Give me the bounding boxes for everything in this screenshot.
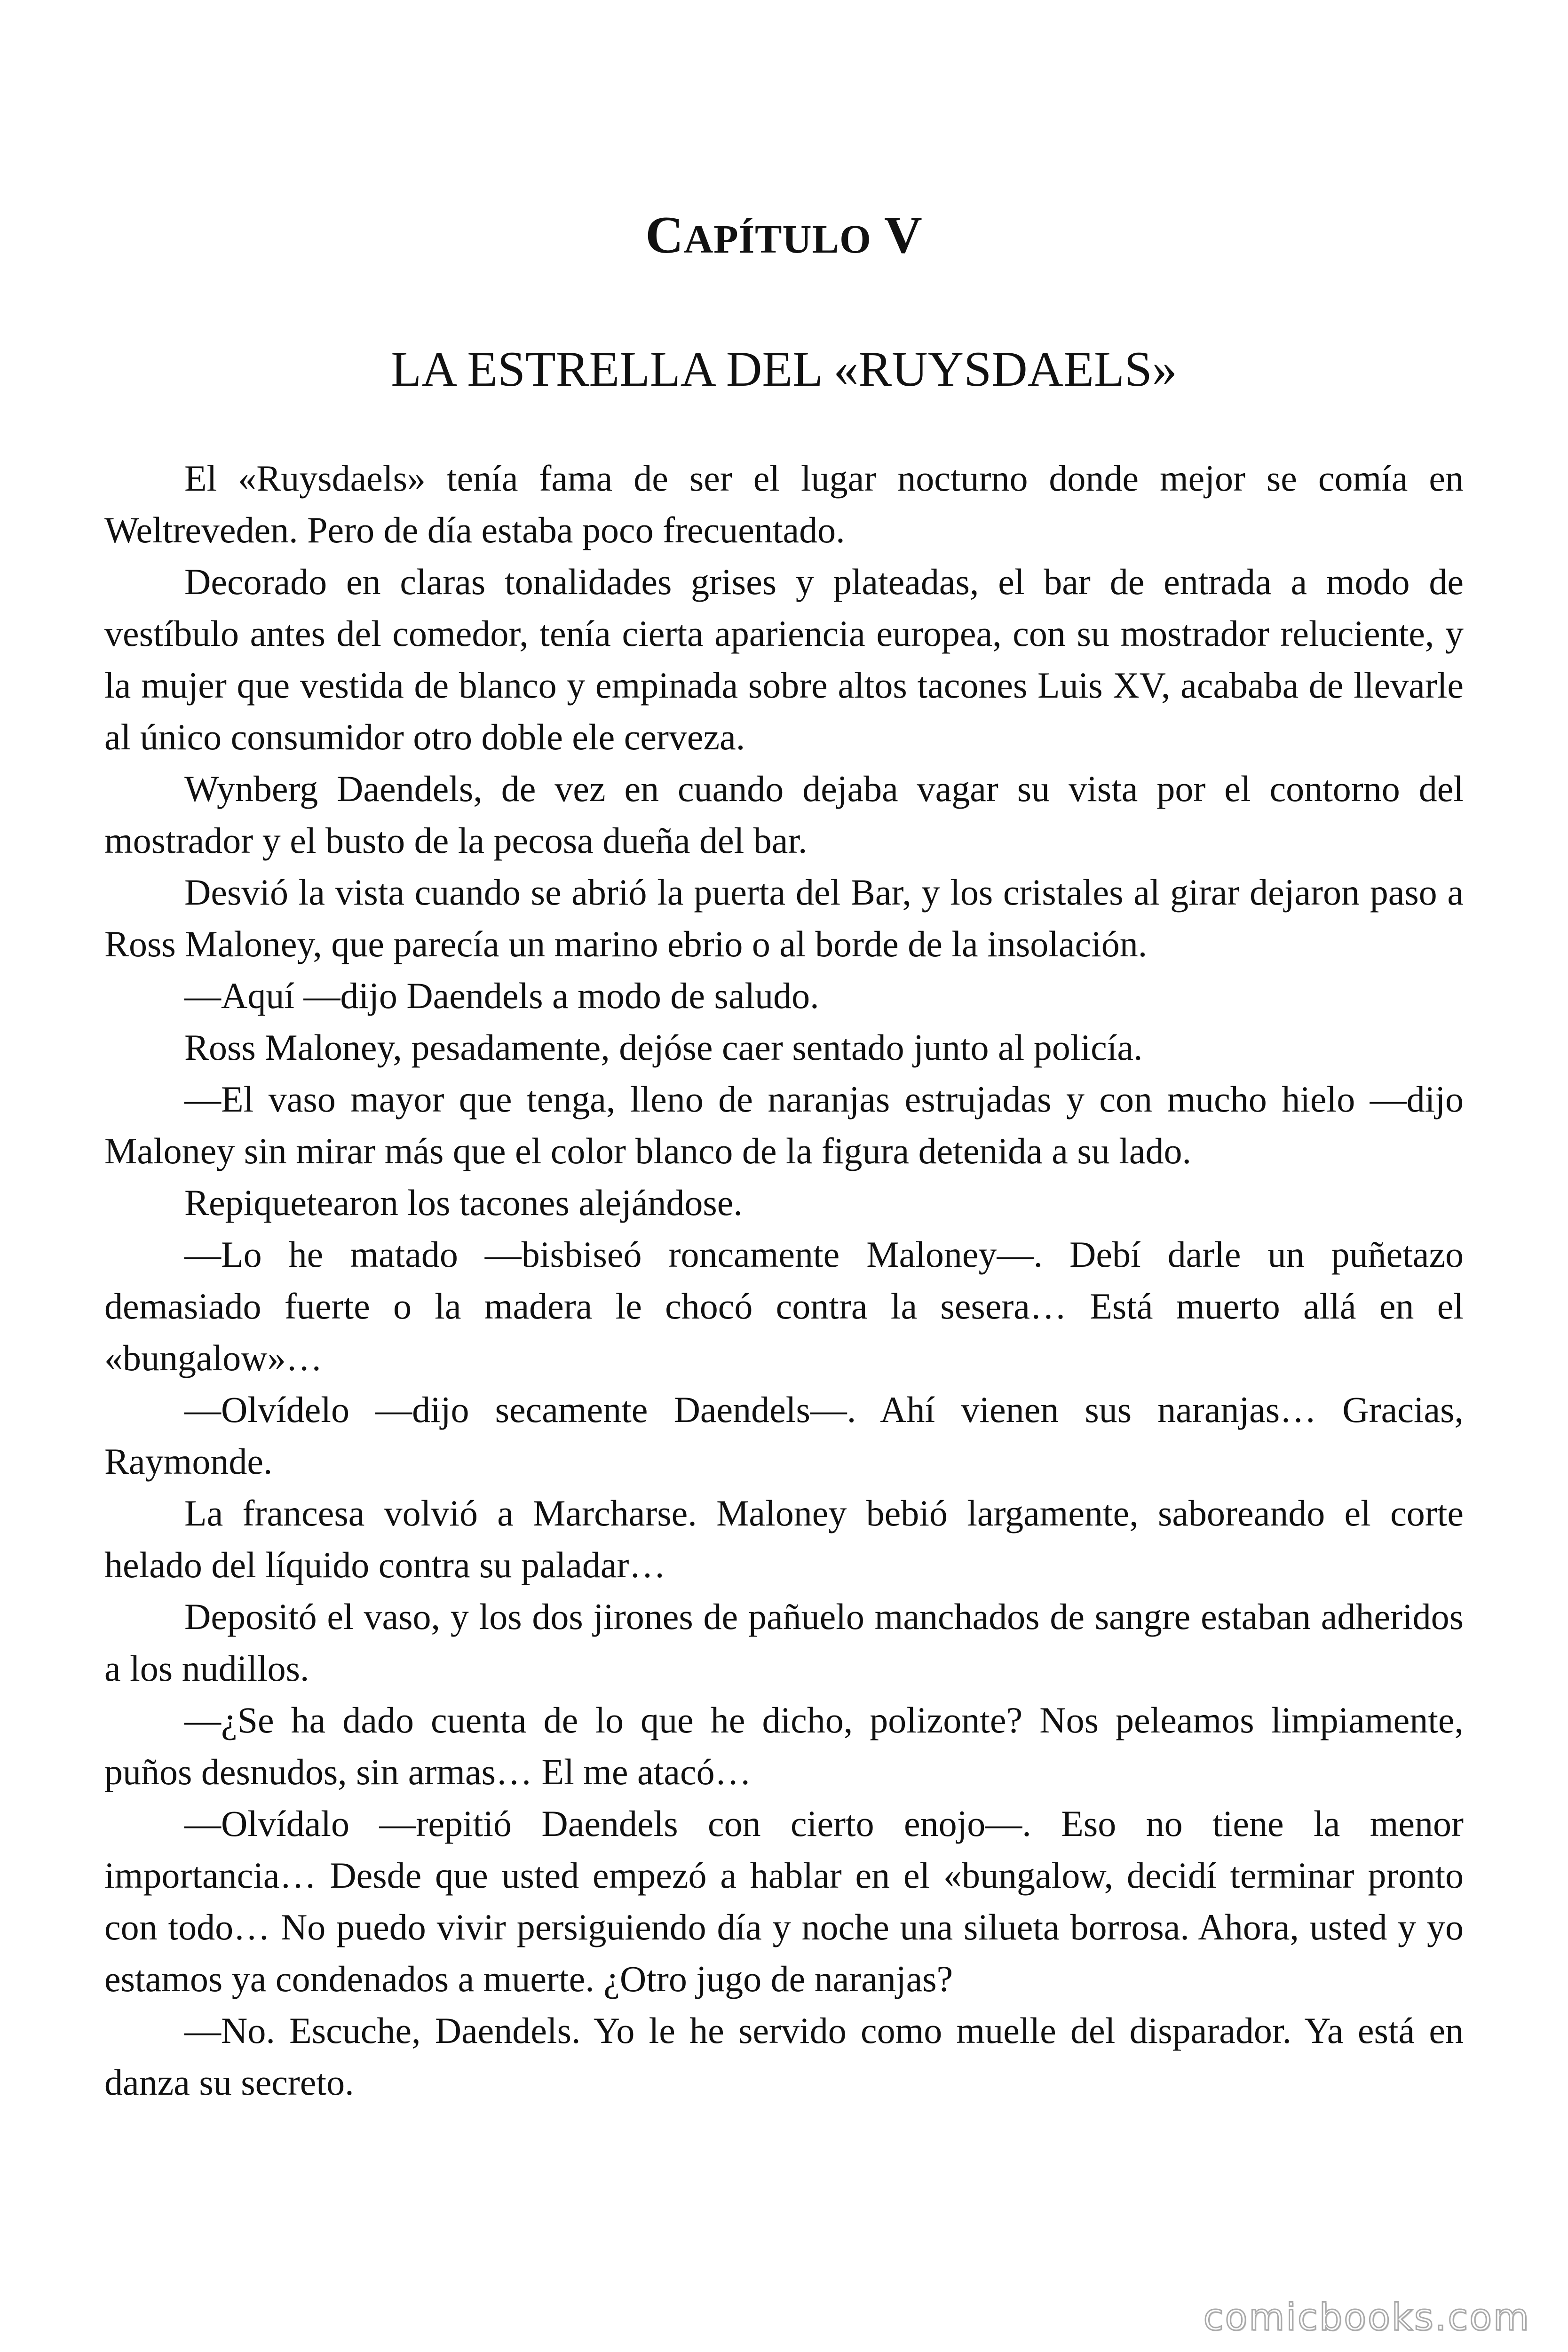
paragraph: —Lo he matado —bisbiseó roncamente Maloney—. Debí darle un puñetazo demasiado fuerte o la madera le chocó contra la sesera… Está muerto allá en el «bungalow»… <box>104 1234 1464 1378</box>
watermark: comicbooks.com <box>1203 2296 1530 2339</box>
paragraph: —No. Escuche, Daendels. Yo le he servido como muelle del disparador. Ya está en danza su secreto. <box>104 2010 1464 2103</box>
paragraph: Ross Maloney, pesadamente, dejóse caer sentado junto al policía. <box>184 1027 1143 1068</box>
paragraph: —El vaso mayor que tenga, lleno de naranjas estrujadas y con mucho hielo —dijo Maloney sin mirar más que el color blanco de la figura detenida a su lado. <box>104 1079 1464 1171</box>
chapter-number: V <box>884 206 923 264</box>
paragraph: —¿Se ha dado cuenta de lo que he dicho, polizonte? Nos peleamos limpiamente, puños desnudos, sin armas… El me atacó… <box>104 1700 1464 1792</box>
paragraph: Repiquetearon los tacones alejándose. <box>184 1182 743 1223</box>
paragraph: —Olvídalo —repitió Daendels con cierto enojo—. Eso no tiene la menor importancia… Desde que usted empezó a hablar en el «bungalow, decidí terminar pronto con todo… No puedo vivir persiguiendo día y noche una silueta borrosa. Ahora, usted y yo estamos ya condenados a muerte. ¿Otro jugo de naranjas? <box>104 1803 1464 1999</box>
paragraph: Depositó el vaso, y los dos jirones de pañuelo manchados de sangre estaban adheridos a los nudillos. <box>104 1596 1464 1689</box>
paragraph: Decorado en claras tonalidades grises y plateadas, el bar de entrada a modo de vestíbulo antes del comedor, tenía cierta apariencia europea, con su mostrador reluciente, y la mujer que vestida de blanco y empinada sobre altos tacones Luis XV, acababa de llevarle al único consumidor otro doble ele cerveza. <box>104 561 1464 757</box>
paragraph: Desvió la vista cuando se abrió la puerta del Bar, y los cristales al girar dejaron paso a Ross Maloney, que parecía un marino ebrio o al borde de la insolación. <box>104 872 1464 964</box>
body-text <box>104 453 1464 2108</box>
paragraph: —Olvídelo —dijo secamente Daendels—. Ahí vienen sus naranjas… Gracias, Raymonde. <box>104 1389 1464 1482</box>
paragraph: El «Ruysdaels» tenía fama de ser el lugar nocturno donde mejor se comía en Weltreveden. Pero de día estaba poco frecuentado. <box>104 458 1464 550</box>
paragraph: La francesa volvió a Marcharse. Maloney bebió largamente, saboreando el corte helado del líquido contra su paladar… <box>104 1493 1464 1585</box>
paragraph: —Aquí —dijo Daendels a modo de saludo. <box>184 975 819 1016</box>
paragraph: Wynberg Daendels, de vez en cuando dejaba vagar su vista por el contorno del mostrador y el busto de la pecosa dueña del bar. <box>104 768 1464 861</box>
chapter-heading-initial: C <box>645 206 684 264</box>
chapter-title: LA ESTRELLA DEL «RUYSDAELS» <box>391 342 1177 397</box>
chapter-heading-word: APÍTULO <box>684 216 871 262</box>
chapter-heading <box>0 202 1568 272</box>
